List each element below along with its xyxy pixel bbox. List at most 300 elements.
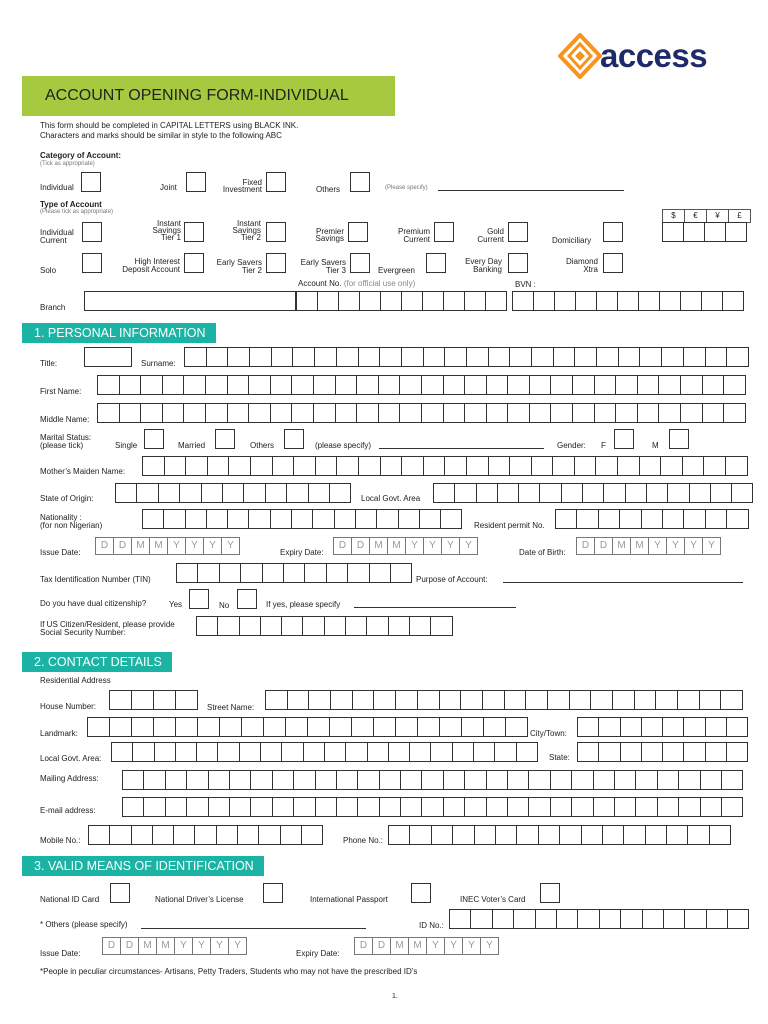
char-cell[interactable]	[466, 456, 489, 476]
bvn-cells[interactable]	[512, 291, 743, 311]
married-checkbox[interactable]	[215, 429, 235, 449]
category-individual-checkbox[interactable]	[81, 172, 101, 192]
char-cell[interactable]	[239, 616, 261, 636]
char-cell[interactable]	[136, 483, 158, 503]
char-cell[interactable]	[507, 375, 530, 395]
date-cell[interactable]: D	[113, 537, 132, 555]
char-cell[interactable]	[617, 291, 639, 311]
char-cell[interactable]	[175, 742, 197, 762]
date-cell[interactable]: Y	[480, 937, 499, 955]
char-cell[interactable]	[476, 483, 498, 503]
char-cell[interactable]	[677, 690, 700, 710]
char-cell[interactable]	[338, 291, 360, 311]
gender-m-checkbox[interactable]	[669, 429, 689, 449]
char-cell[interactable]	[553, 347, 576, 367]
char-cell[interactable]	[623, 825, 645, 845]
contact-lga-cells[interactable]	[111, 742, 537, 762]
char-cell[interactable]	[143, 797, 165, 817]
char-cell[interactable]	[509, 347, 532, 367]
char-cell[interactable]	[639, 456, 662, 476]
char-cell[interactable]	[683, 347, 706, 367]
char-cell[interactable]	[702, 403, 725, 423]
char-cell[interactable]	[265, 690, 288, 710]
char-cell[interactable]	[239, 742, 261, 762]
date-cell[interactable]: M	[131, 537, 150, 555]
date-cell[interactable]: Y	[426, 937, 445, 955]
char-cell[interactable]	[380, 456, 403, 476]
type-instant1-checkbox[interactable]	[184, 222, 204, 242]
char-cell[interactable]	[641, 742, 663, 762]
char-cell[interactable]	[250, 770, 272, 790]
category-specify-line[interactable]	[438, 190, 624, 191]
date-cell[interactable]: Y	[684, 537, 703, 555]
char-cell[interactable]	[615, 375, 638, 395]
char-cell[interactable]	[637, 403, 660, 423]
date-cell[interactable]: D	[333, 537, 352, 555]
char-cell[interactable]	[518, 483, 540, 503]
char-cell[interactable]	[700, 797, 722, 817]
char-cell[interactable]	[423, 347, 446, 367]
char-cell[interactable]	[326, 563, 348, 583]
char-cell[interactable]	[635, 770, 657, 790]
date-cell[interactable]: Y	[192, 937, 211, 955]
char-cell[interactable]	[250, 456, 273, 476]
char-cell[interactable]	[345, 742, 367, 762]
char-cell[interactable]	[140, 375, 163, 395]
char-cell[interactable]	[122, 770, 144, 790]
char-cell[interactable]	[143, 770, 165, 790]
char-cell[interactable]	[179, 483, 201, 503]
char-cell[interactable]	[464, 291, 486, 311]
char-cell[interactable]	[395, 690, 418, 710]
char-cell[interactable]	[280, 825, 302, 845]
char-cell[interactable]	[175, 717, 198, 737]
date-cell[interactable]: Y	[228, 937, 247, 955]
char-cell[interactable]	[421, 375, 444, 395]
char-cell[interactable]	[229, 770, 251, 790]
char-cell[interactable]	[285, 717, 308, 737]
char-cell[interactable]	[658, 403, 681, 423]
char-cell[interactable]	[388, 616, 410, 636]
char-cell[interactable]	[357, 770, 379, 790]
char-cell[interactable]	[615, 403, 638, 423]
state-cells[interactable]	[577, 742, 747, 762]
currency-box-4[interactable]	[725, 222, 747, 242]
char-cell[interactable]	[464, 375, 487, 395]
char-cell[interactable]	[296, 291, 318, 311]
char-cell[interactable]	[229, 797, 251, 817]
char-cell[interactable]	[378, 403, 401, 423]
date-cell[interactable]: Y	[423, 537, 442, 555]
char-cell[interactable]	[683, 717, 705, 737]
char-cell[interactable]	[270, 375, 293, 395]
char-cell[interactable]	[347, 563, 369, 583]
char-cell[interactable]	[335, 375, 358, 395]
char-cell[interactable]	[646, 483, 668, 503]
char-cell[interactable]	[388, 825, 410, 845]
char-cell[interactable]	[667, 483, 689, 503]
char-cell[interactable]	[369, 563, 391, 583]
char-cell[interactable]	[378, 375, 401, 395]
char-cell[interactable]	[291, 509, 313, 529]
type-domiciliary-checkbox[interactable]	[603, 222, 623, 242]
char-cell[interactable]	[399, 375, 422, 395]
date-cell[interactable]: Y	[702, 537, 721, 555]
char-cell[interactable]	[507, 797, 529, 817]
char-cell[interactable]	[635, 797, 657, 817]
char-cell[interactable]	[185, 509, 207, 529]
resident-permit-cells[interactable]	[555, 509, 748, 529]
char-cell[interactable]	[678, 797, 700, 817]
char-cell[interactable]	[165, 797, 187, 817]
char-cell[interactable]	[507, 403, 530, 423]
char-cell[interactable]	[317, 291, 339, 311]
char-cell[interactable]	[642, 909, 664, 929]
char-cell[interactable]	[516, 825, 538, 845]
char-cell[interactable]	[701, 291, 723, 311]
char-cell[interactable]	[687, 825, 709, 845]
char-cell[interactable]	[554, 291, 576, 311]
char-cell[interactable]	[659, 291, 681, 311]
char-cell[interactable]	[281, 616, 303, 636]
char-cell[interactable]	[367, 742, 389, 762]
char-cell[interactable]	[658, 375, 681, 395]
char-cell[interactable]	[164, 456, 187, 476]
char-cell[interactable]	[265, 483, 287, 503]
single-checkbox[interactable]	[144, 429, 164, 449]
char-cell[interactable]	[205, 403, 228, 423]
char-cell[interactable]	[575, 291, 597, 311]
street-name-cells[interactable]	[265, 690, 742, 710]
date-cell[interactable]: M	[408, 937, 427, 955]
char-cell[interactable]	[706, 909, 728, 929]
currency-euro[interactable]: €	[684, 209, 707, 223]
char-cell[interactable]	[572, 403, 595, 423]
char-cell[interactable]	[593, 797, 615, 817]
char-cell[interactable]	[699, 690, 722, 710]
date-cell[interactable]: M	[369, 537, 388, 555]
maiden-name-cells[interactable]	[142, 456, 747, 476]
char-cell[interactable]	[142, 456, 165, 476]
char-cell[interactable]	[593, 770, 615, 790]
date-cell[interactable]: D	[372, 937, 391, 955]
char-cell[interactable]	[723, 375, 746, 395]
char-cell[interactable]	[571, 797, 593, 817]
char-cell[interactable]	[612, 690, 635, 710]
passport-checkbox[interactable]	[411, 883, 431, 903]
char-cell[interactable]	[153, 690, 176, 710]
char-cell[interactable]	[270, 403, 293, 423]
char-cell[interactable]	[324, 616, 346, 636]
char-cell[interactable]	[725, 456, 748, 476]
char-cell[interactable]	[512, 291, 534, 311]
account-no-cells[interactable]	[296, 291, 506, 311]
char-cell[interactable]	[419, 509, 441, 529]
char-cell[interactable]	[535, 909, 557, 929]
char-cell[interactable]	[324, 742, 346, 762]
char-cell[interactable]	[390, 563, 412, 583]
char-cell[interactable]	[248, 403, 271, 423]
char-cell[interactable]	[552, 456, 575, 476]
char-cell[interactable]	[304, 563, 326, 583]
branch-input[interactable]	[84, 291, 296, 311]
date-cell[interactable]: M	[149, 537, 168, 555]
char-cell[interactable]	[555, 509, 577, 529]
char-cell[interactable]	[590, 690, 613, 710]
char-cell[interactable]	[366, 616, 388, 636]
char-cell[interactable]	[380, 291, 402, 311]
date-cell[interactable]: Y	[221, 537, 240, 555]
char-cell[interactable]	[513, 909, 535, 929]
char-cell[interactable]	[184, 347, 207, 367]
char-cell[interactable]	[709, 825, 731, 845]
char-cell[interactable]	[620, 909, 642, 929]
char-cell[interactable]	[422, 291, 444, 311]
char-cell[interactable]	[439, 717, 462, 737]
type-premier-checkbox[interactable]	[348, 222, 368, 242]
char-cell[interactable]	[373, 690, 396, 710]
char-cell[interactable]	[454, 483, 476, 503]
char-cell[interactable]	[401, 347, 424, 367]
char-cell[interactable]	[602, 825, 624, 845]
char-cell[interactable]	[291, 403, 314, 423]
char-cell[interactable]	[227, 509, 249, 529]
char-cell[interactable]	[158, 483, 180, 503]
char-cell[interactable]	[509, 456, 532, 476]
char-cell[interactable]	[430, 742, 452, 762]
char-cell[interactable]	[197, 563, 219, 583]
email-cells[interactable]	[122, 797, 742, 817]
char-cell[interactable]	[639, 347, 662, 367]
date-cell[interactable]: Y	[405, 537, 424, 555]
char-cell[interactable]	[662, 509, 684, 529]
char-cell[interactable]	[356, 403, 379, 423]
char-cell[interactable]	[154, 742, 176, 762]
type-high-interest-checkbox[interactable]	[184, 253, 204, 273]
char-cell[interactable]	[186, 770, 208, 790]
char-cell[interactable]	[336, 347, 359, 367]
char-cell[interactable]	[473, 742, 495, 762]
type-diamond-checkbox[interactable]	[603, 253, 623, 273]
char-cell[interactable]	[286, 483, 308, 503]
char-cell[interactable]	[662, 742, 684, 762]
char-cell[interactable]	[272, 797, 294, 817]
char-cell[interactable]	[550, 770, 572, 790]
date-cell[interactable]: M	[390, 937, 409, 955]
char-cell[interactable]	[531, 456, 554, 476]
char-cell[interactable]	[336, 770, 358, 790]
char-cell[interactable]	[217, 616, 239, 636]
char-cell[interactable]	[661, 347, 684, 367]
char-cell[interactable]	[248, 375, 271, 395]
date-cell[interactable]: Y	[648, 537, 667, 555]
char-cell[interactable]	[165, 770, 187, 790]
char-cell[interactable]	[680, 403, 703, 423]
char-cell[interactable]	[483, 717, 506, 737]
char-cell[interactable]	[240, 563, 262, 583]
char-cell[interactable]	[443, 797, 465, 817]
char-cell[interactable]	[440, 509, 462, 529]
currency-box-2[interactable]	[683, 222, 705, 242]
char-cell[interactable]	[336, 797, 358, 817]
char-cell[interactable]	[594, 375, 617, 395]
city-cells[interactable]	[577, 717, 747, 737]
date-cell[interactable]: D	[95, 537, 114, 555]
date-cell[interactable]: Y	[174, 937, 193, 955]
ssn-cells[interactable]	[196, 616, 452, 636]
char-cell[interactable]	[207, 456, 230, 476]
house-number-cells[interactable]	[109, 690, 197, 710]
char-cell[interactable]	[291, 375, 314, 395]
char-cell[interactable]	[376, 509, 398, 529]
char-cell[interactable]	[662, 717, 684, 737]
char-cell[interactable]	[97, 375, 120, 395]
char-cell[interactable]	[152, 825, 174, 845]
char-cell[interactable]	[721, 770, 743, 790]
if-yes-line[interactable]	[354, 607, 516, 608]
char-cell[interactable]	[315, 770, 337, 790]
char-cell[interactable]	[705, 509, 727, 529]
char-cell[interactable]	[358, 456, 381, 476]
char-cell[interactable]	[614, 797, 636, 817]
char-cell[interactable]	[682, 456, 705, 476]
char-cell[interactable]	[577, 742, 599, 762]
expiry-date-cells[interactable]	[333, 537, 477, 555]
date-cell[interactable]: Y	[185, 537, 204, 555]
char-cell[interactable]	[388, 742, 410, 762]
char-cell[interactable]	[263, 717, 286, 737]
char-cell[interactable]	[307, 717, 330, 737]
char-cell[interactable]	[417, 717, 440, 737]
date-cell[interactable]: M	[156, 937, 175, 955]
char-cell[interactable]	[618, 347, 641, 367]
char-cell[interactable]	[550, 797, 572, 817]
char-cell[interactable]	[572, 375, 595, 395]
char-cell[interactable]	[710, 483, 732, 503]
char-cell[interactable]	[345, 616, 367, 636]
char-cell[interactable]	[270, 509, 292, 529]
char-cell[interactable]	[185, 456, 208, 476]
char-cell[interactable]	[217, 742, 239, 762]
type-premium-checkbox[interactable]	[434, 222, 454, 242]
char-cell[interactable]	[680, 375, 703, 395]
date-cell[interactable]: M	[387, 537, 406, 555]
char-cell[interactable]	[301, 825, 323, 845]
char-cell[interactable]	[655, 690, 678, 710]
char-cell[interactable]	[260, 742, 282, 762]
char-cell[interactable]	[528, 797, 550, 817]
char-cell[interactable]	[196, 742, 218, 762]
char-cell[interactable]	[183, 375, 206, 395]
char-cell[interactable]	[109, 717, 132, 737]
currency-box-3[interactable]	[704, 222, 726, 242]
char-cell[interactable]	[559, 825, 581, 845]
char-cell[interactable]	[577, 717, 599, 737]
char-cell[interactable]	[596, 347, 619, 367]
char-cell[interactable]	[87, 717, 110, 737]
date-cell[interactable]: Y	[666, 537, 685, 555]
type-solo-checkbox[interactable]	[82, 253, 102, 273]
char-cell[interactable]	[398, 509, 420, 529]
char-cell[interactable]	[497, 483, 519, 503]
char-cell[interactable]	[131, 717, 154, 737]
char-cell[interactable]	[486, 403, 509, 423]
char-cell[interactable]	[379, 347, 402, 367]
char-cell[interactable]	[206, 347, 229, 367]
char-cell[interactable]	[726, 742, 748, 762]
surname-cells[interactable]	[184, 347, 748, 367]
char-cell[interactable]	[722, 291, 744, 311]
char-cell[interactable]	[335, 403, 358, 423]
char-cell[interactable]	[334, 509, 356, 529]
char-cell[interactable]	[533, 291, 555, 311]
char-cell[interactable]	[308, 483, 330, 503]
char-cell[interactable]	[352, 690, 375, 710]
category-joint-checkbox[interactable]	[186, 172, 206, 192]
char-cell[interactable]	[507, 770, 529, 790]
char-cell[interactable]	[705, 347, 728, 367]
char-cell[interactable]	[598, 717, 620, 737]
char-cell[interactable]	[443, 403, 466, 423]
type-gold-checkbox[interactable]	[508, 222, 528, 242]
char-cell[interactable]	[645, 825, 667, 845]
char-cell[interactable]	[470, 909, 492, 929]
char-cell[interactable]	[314, 347, 337, 367]
date-cell[interactable]: M	[612, 537, 631, 555]
char-cell[interactable]	[260, 616, 282, 636]
char-cell[interactable]	[641, 509, 663, 529]
char-cell[interactable]	[571, 770, 593, 790]
char-cell[interactable]	[637, 375, 660, 395]
char-cell[interactable]	[351, 717, 374, 737]
currency-box-1[interactable]	[662, 222, 684, 242]
char-cell[interactable]	[680, 291, 702, 311]
char-cell[interactable]	[183, 403, 206, 423]
char-cell[interactable]	[444, 456, 467, 476]
date-cell[interactable]: D	[102, 937, 121, 955]
type-everyday-checkbox[interactable]	[508, 253, 528, 273]
char-cell[interactable]	[494, 742, 516, 762]
char-cell[interactable]	[399, 403, 422, 423]
type-evergreen-checkbox[interactable]	[426, 253, 446, 273]
category-fixed-checkbox[interactable]	[266, 172, 286, 192]
char-cell[interactable]	[660, 456, 683, 476]
char-cell[interactable]	[433, 483, 455, 503]
char-cell[interactable]	[292, 347, 315, 367]
char-cell[interactable]	[594, 403, 617, 423]
char-cell[interactable]	[430, 616, 452, 636]
char-cell[interactable]	[153, 717, 176, 737]
char-cell[interactable]	[439, 690, 462, 710]
char-cell[interactable]	[683, 509, 705, 529]
char-cell[interactable]	[550, 403, 573, 423]
char-cell[interactable]	[258, 825, 280, 845]
char-cell[interactable]	[216, 825, 238, 845]
char-cell[interactable]	[620, 742, 642, 762]
char-cell[interactable]	[723, 403, 746, 423]
char-cell[interactable]	[528, 770, 550, 790]
char-cell[interactable]	[241, 717, 264, 737]
char-cell[interactable]	[529, 375, 552, 395]
char-cell[interactable]	[186, 797, 208, 817]
type-early-savers2-checkbox[interactable]	[266, 253, 286, 273]
char-cell[interactable]	[641, 717, 663, 737]
char-cell[interactable]	[421, 770, 443, 790]
currency-dollar[interactable]: $	[662, 209, 685, 223]
char-cell[interactable]	[504, 690, 527, 710]
char-cell[interactable]	[401, 456, 424, 476]
char-cell[interactable]	[702, 375, 725, 395]
